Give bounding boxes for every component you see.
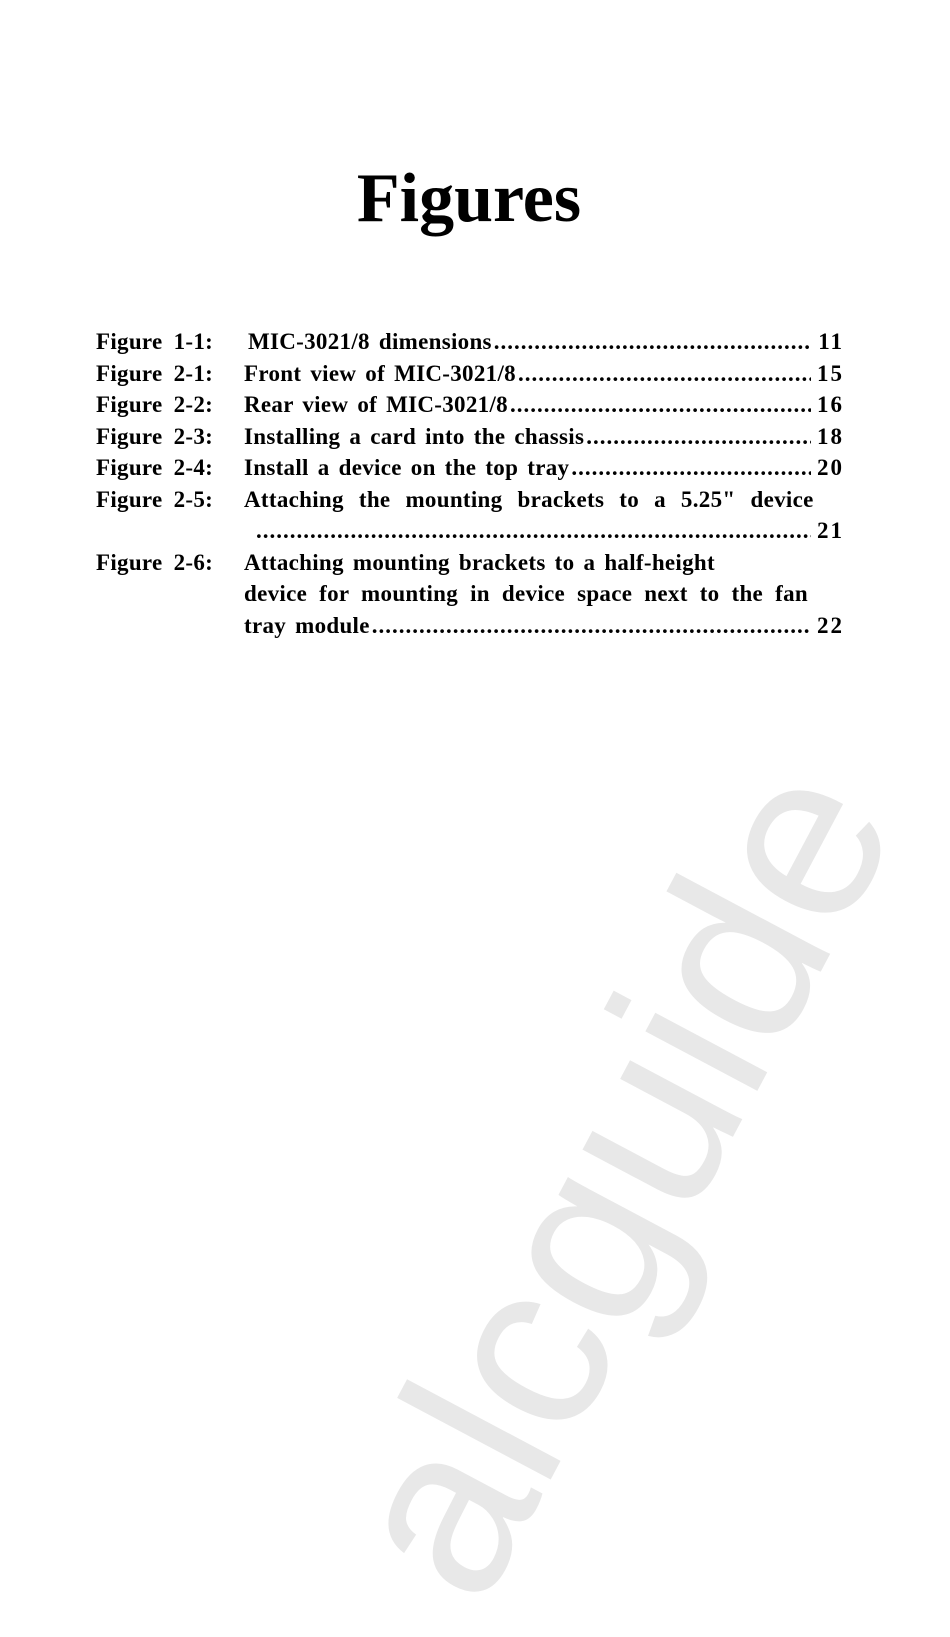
figure-label: Figure 2-5: — [96, 486, 214, 512]
list-item[interactable] — [96, 389, 844, 421]
figure-caption: Rear view of MIC-3021/8 — [244, 392, 508, 417]
dot-leader — [518, 358, 811, 390]
figure-label: Figure 2-3: — [96, 423, 214, 449]
page-number: 15 — [817, 360, 844, 386]
page-number: 20 — [817, 455, 844, 480]
figure-label: Figure 2-2: — [96, 392, 214, 417]
page-number: 18 — [817, 423, 844, 449]
list-item[interactable] — [96, 547, 844, 642]
list-item[interactable] — [96, 452, 844, 484]
list-item[interactable] — [96, 326, 844, 358]
figure-list — [96, 326, 844, 641]
list-item[interactable] — [96, 358, 844, 390]
page-number: 16 — [817, 392, 844, 417]
page-number: 11 — [818, 329, 844, 354]
figure-label: Figure 2-4: — [96, 455, 214, 480]
watermark: alcguide — [288, 720, 946, 1636]
figure-caption-line-3: tray module — [244, 612, 370, 638]
page-title: Figures — [356, 160, 582, 237]
figure-caption: Install a device on the top tray — [244, 455, 570, 480]
page-number: 22 — [817, 612, 844, 638]
figure-caption-line-1: Attaching mounting brackets to a half-height — [244, 549, 715, 575]
figure-caption: Installing a card into the chassis — [244, 423, 585, 449]
figure-caption: Attaching the mounting brackets to a 5.25" device — [244, 486, 814, 512]
figure-label: Figure 1-1: — [96, 329, 214, 354]
dot-leader — [494, 326, 812, 358]
list-item[interactable] — [96, 421, 844, 453]
figure-caption-line-2: device for mounting in device space next to the fan — [244, 581, 808, 606]
dot-leader — [256, 515, 811, 547]
dot-leader — [571, 452, 811, 484]
dot-leader — [372, 610, 811, 642]
page-number: 21 — [817, 518, 844, 543]
dot-leader — [510, 389, 811, 421]
figure-caption: Front view of MIC-3021/8 — [244, 360, 516, 386]
list-item[interactable] — [96, 484, 844, 547]
figure-label: Figure 2-6: — [96, 549, 214, 575]
figure-label: Figure 2-1: — [96, 360, 214, 386]
dot-leader — [586, 421, 811, 453]
figure-caption: MIC-3021/8 dimensions — [248, 329, 492, 354]
